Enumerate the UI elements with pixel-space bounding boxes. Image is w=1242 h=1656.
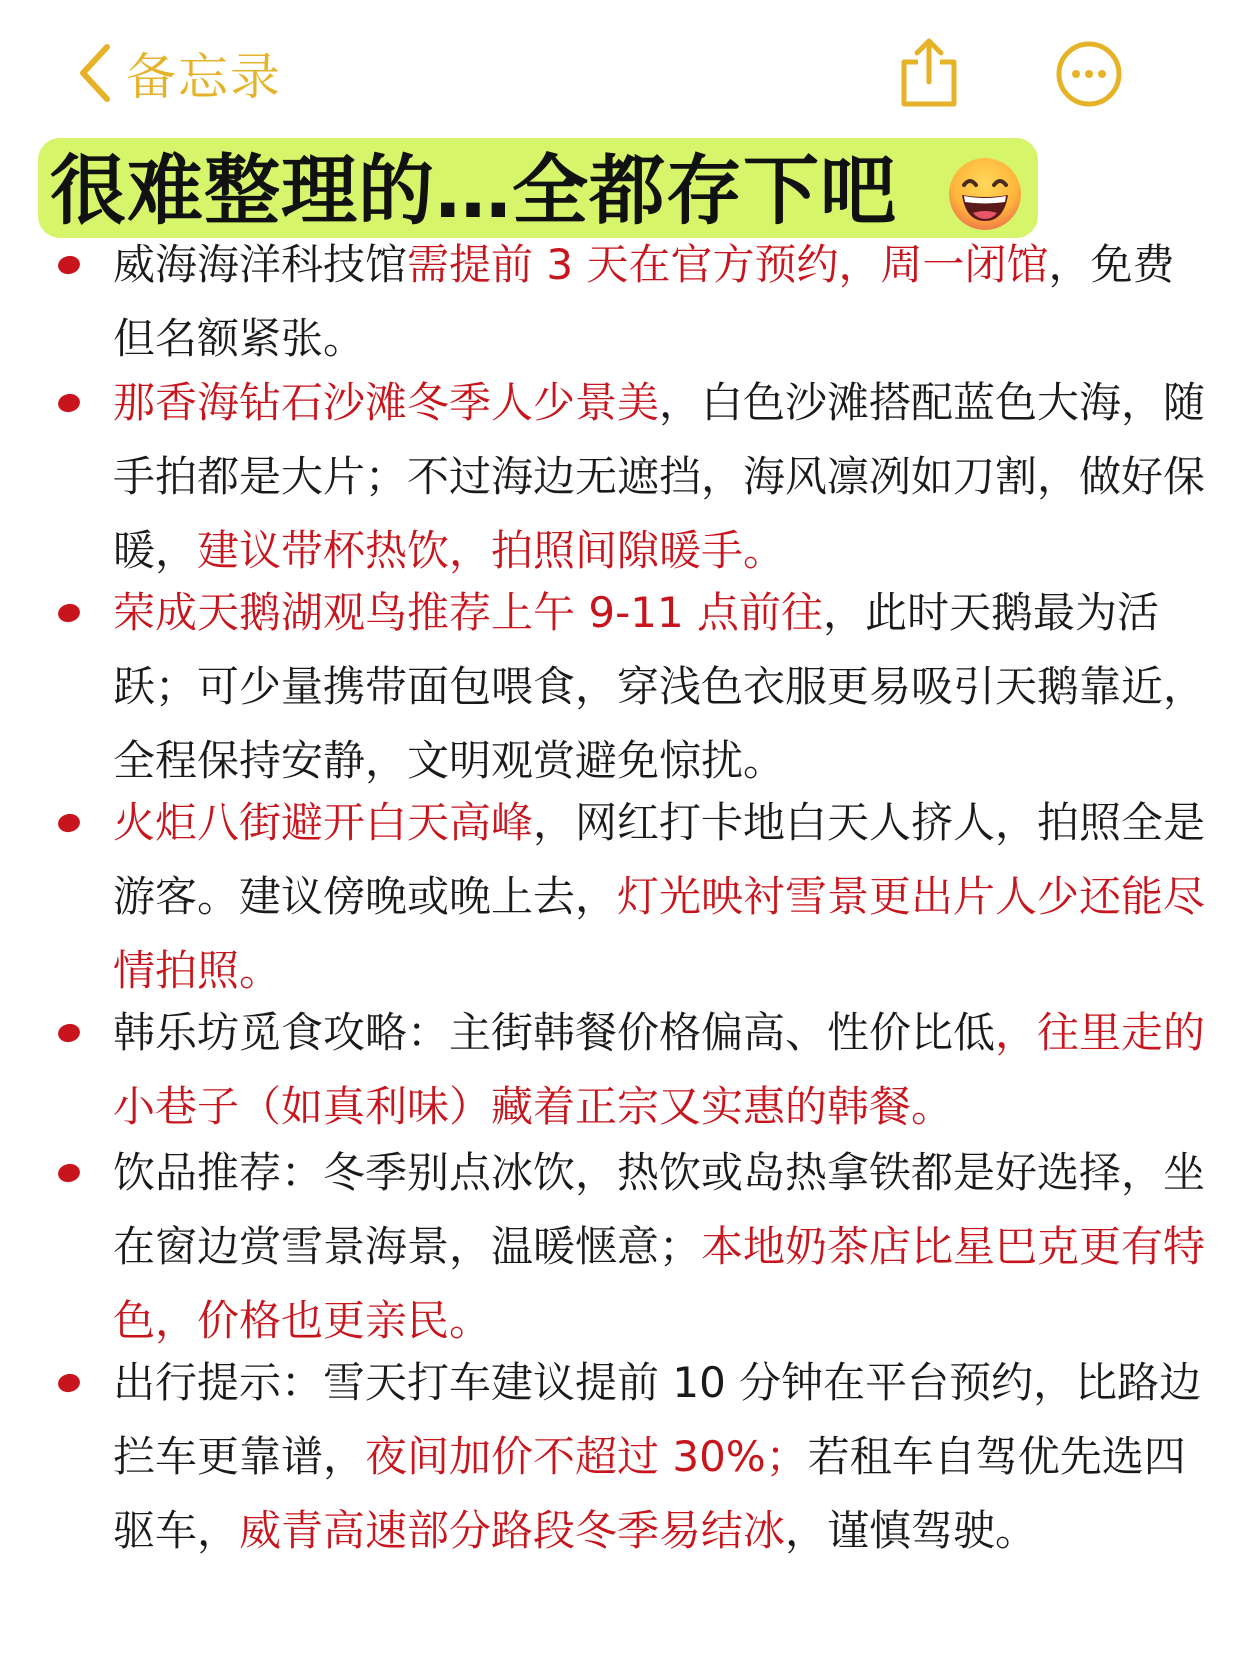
text-highlight: ，往里走的小巷子（如真利味）藏着正宗又实惠的韩餐。	[113, 1008, 1206, 1131]
text-highlight: 本地奶茶店比星巴克更有特色，价格也更亲民。	[113, 1222, 1206, 1345]
back-label: 备忘录	[126, 48, 282, 106]
text-segment: ，免费但名额紧张。	[113, 240, 1175, 363]
bullet-dot	[56, 254, 81, 276]
text-highlight: 威青高速部分路段冬季易结冰	[239, 1506, 786, 1555]
share-icon	[898, 36, 960, 108]
share-button[interactable]	[898, 36, 960, 108]
bullet-dot	[56, 392, 81, 414]
bullet-dot	[56, 812, 81, 834]
bullet-dot	[56, 1162, 81, 1184]
more-button[interactable]	[1055, 40, 1123, 108]
text-segment: ，谨慎驾驶。	[785, 1506, 1038, 1555]
item-text	[113, 366, 1213, 588]
item-text	[113, 786, 1213, 1008]
text-segment: ，此时天鹅最为活跃；可少量携带面包喂食，穿浅色衣服更易吸引天鹅靠近，全程保持安静，文明观赏避免惊扰。	[113, 588, 1206, 785]
back-button[interactable]	[78, 38, 282, 108]
text-highlight: 夜间加价不超过 30%；	[365, 1432, 808, 1481]
text-highlight: 建议带杯热饮，拍照间隙暖手。	[197, 526, 786, 575]
bullet-dot	[56, 1022, 81, 1044]
text-segment: 出行提示：雪天打车建议提前 10 分钟在平台预约，比路边拦车更靠谱，	[113, 1358, 1202, 1481]
item-text	[113, 996, 1213, 1144]
text-highlight: 那香海钻石沙滩冬季人少景美	[113, 378, 660, 427]
text-segment: 威海海洋科技馆	[113, 240, 408, 289]
item-text	[113, 1346, 1213, 1568]
text-segment: 韩乐坊觅食攻略：主街韩餐价格偏高、性价比低	[113, 1008, 996, 1057]
text-segment: 若租车自驾优先选四驱车，	[113, 1432, 1186, 1555]
text-highlight: 灯光映衬雪景更出片人少还能尽情拍照。	[113, 872, 1206, 995]
text-highlight: 需提前 3 天在官方预约，周一闭馆	[407, 240, 1049, 289]
text-segment: 饮品推荐：冬季别点冰饮，热饮或岛热拿铁都是好选择，坐在窗边赏雪景海景，温暖惬意；	[113, 1148, 1206, 1271]
more-icon	[1055, 40, 1123, 108]
bullet-dot	[56, 602, 81, 624]
item-text	[113, 576, 1213, 798]
item-text	[113, 228, 1213, 376]
bullet-dot	[56, 1372, 81, 1394]
text-segment: ，白色沙滩搭配蓝色大海，随手拍都是大片；不过海边无遮挡，海风凛冽如刀割，做好保暖，	[113, 378, 1206, 575]
text-highlight: 火炬八街避开白天高峰	[113, 798, 534, 847]
chevron-left-icon	[78, 43, 112, 103]
navigation-bar	[0, 0, 1242, 140]
page-title: 很难整理的…全都存下吧	[50, 146, 897, 235]
text-segment: ，网红打卡地白天人挤人，拍照全是游客。建议傍晚或晚上去，	[113, 798, 1206, 921]
item-text	[113, 1136, 1213, 1358]
text-highlight: 荣成天鹅湖观鸟推荐上午 9-11 点前往	[113, 588, 824, 637]
grinning-face-emoji	[946, 155, 1024, 233]
